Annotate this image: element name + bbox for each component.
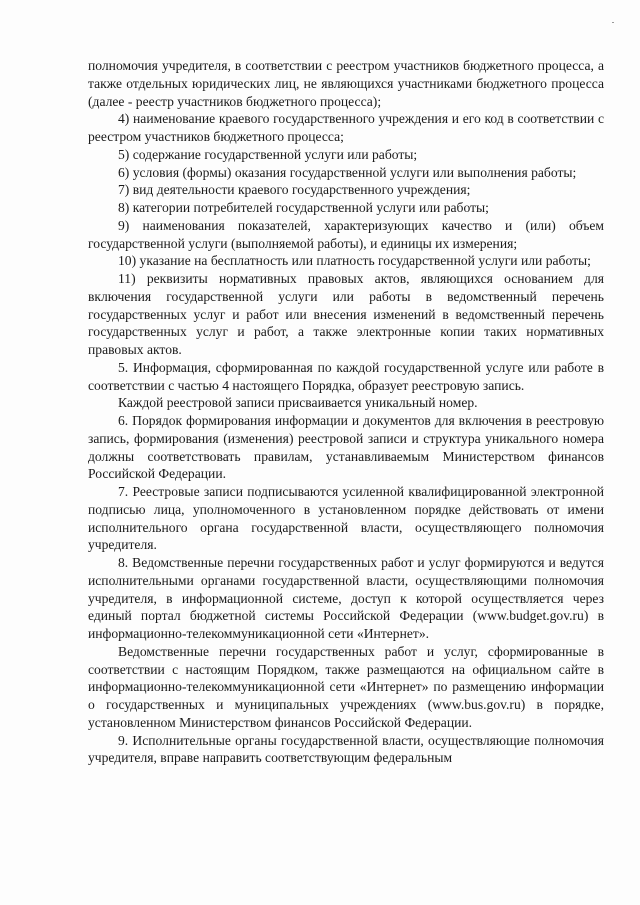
- paragraph: 7. Реестровые записи подписываются усиленной квалифицированной электронной подписью лица, уполномоченного в установленном порядке действовать от имени исполнительного органа государственной власти, осуществляющего полномочия учредителя.: [88, 484, 604, 553]
- paragraph: 6. Порядок формирования информации и документов для включения в реестровую запись, формирования (изменения) реестровой записи и структура уникального номера должны соответствовать правилам, устанавливаемым Министерством финансов Российской Федерации.: [88, 413, 604, 482]
- paragraph: 4) наименование краевого государственного учреждения и его код в соответствии с реестром участников бюджетного процесса;: [88, 111, 604, 144]
- scan-speck: [612, 22, 614, 23]
- paragraph: Ведомственные перечни государственных работ и услуг, сформированные в соответствии с настоящим Порядком, также размещаются на официальном сайте в информационно-телекоммуникационной сети «Интернет» по размещению информации о государственных и муниципальных учреждениях (www.bus.gov.ru) в порядке, установленном Министерством финансов Российской Федерации.: [88, 643, 604, 730]
- paragraph: 5) содержание государственной услуги или работы;: [118, 146, 418, 162]
- paragraph: 9. Исполнительные органы государственной власти, осуществляющие полномочия учредителя, вправе направить соответствующим федеральным: [88, 732, 604, 766]
- document-body: [88, 57, 604, 767]
- paragraph: 7) вид деятельности краевого государственного учреждения;: [118, 182, 471, 198]
- paragraph: 11) реквизиты нормативных правовых актов, являющихся основанием для включения государственной услуги или работы в ведомственный перечень государственных услуг и работ или внесения изменений в ведомственный перечень государственных услуг и работ, а также электронные копии таких нормативных правовых актов.: [88, 271, 604, 357]
- paragraph: Каждой реестровой записи присваивается уникальный номер.: [118, 395, 478, 411]
- paragraph: 5. Информация, сформированная по каждой государственной услуге или работе в соответствии с частью 4 настоящего Порядка, образует реестровую запись.: [88, 359, 604, 393]
- paragraph: 6) условия (формы) оказания государственной услуги или выполнения работы;: [118, 164, 577, 180]
- paragraph: полномочия учредителя, в соответствии с реестром участников бюджетного процесса, а также отдельных юридических лиц, не являющихся участниками бюджетного процесса (далее - реестр участников бюджетного процесса);: [88, 58, 604, 109]
- paragraph: 8) категории потребителей государственной услуги или работы;: [118, 200, 489, 215]
- paragraph: 10) указание на бесплатность или платность государственной услуги или работы;: [118, 253, 591, 269]
- paragraph: 9) наименования показателей, характеризующих качество и (или) объем государственной услуги (выполняемой работы), и единицы их измерения;: [88, 217, 604, 251]
- paragraph: 8. Ведомственные перечни государственных работ и услуг формируются и ведутся исполнительными органами государственной власти, осуществляющими полномочия учредителя, в информационной системе, доступ к которой осуществляется через единый портал бюджетной системы Российской Федерации (www.budget.gov.ru) в информационно-телекоммуникационной сети «Интернет».: [88, 555, 604, 641]
